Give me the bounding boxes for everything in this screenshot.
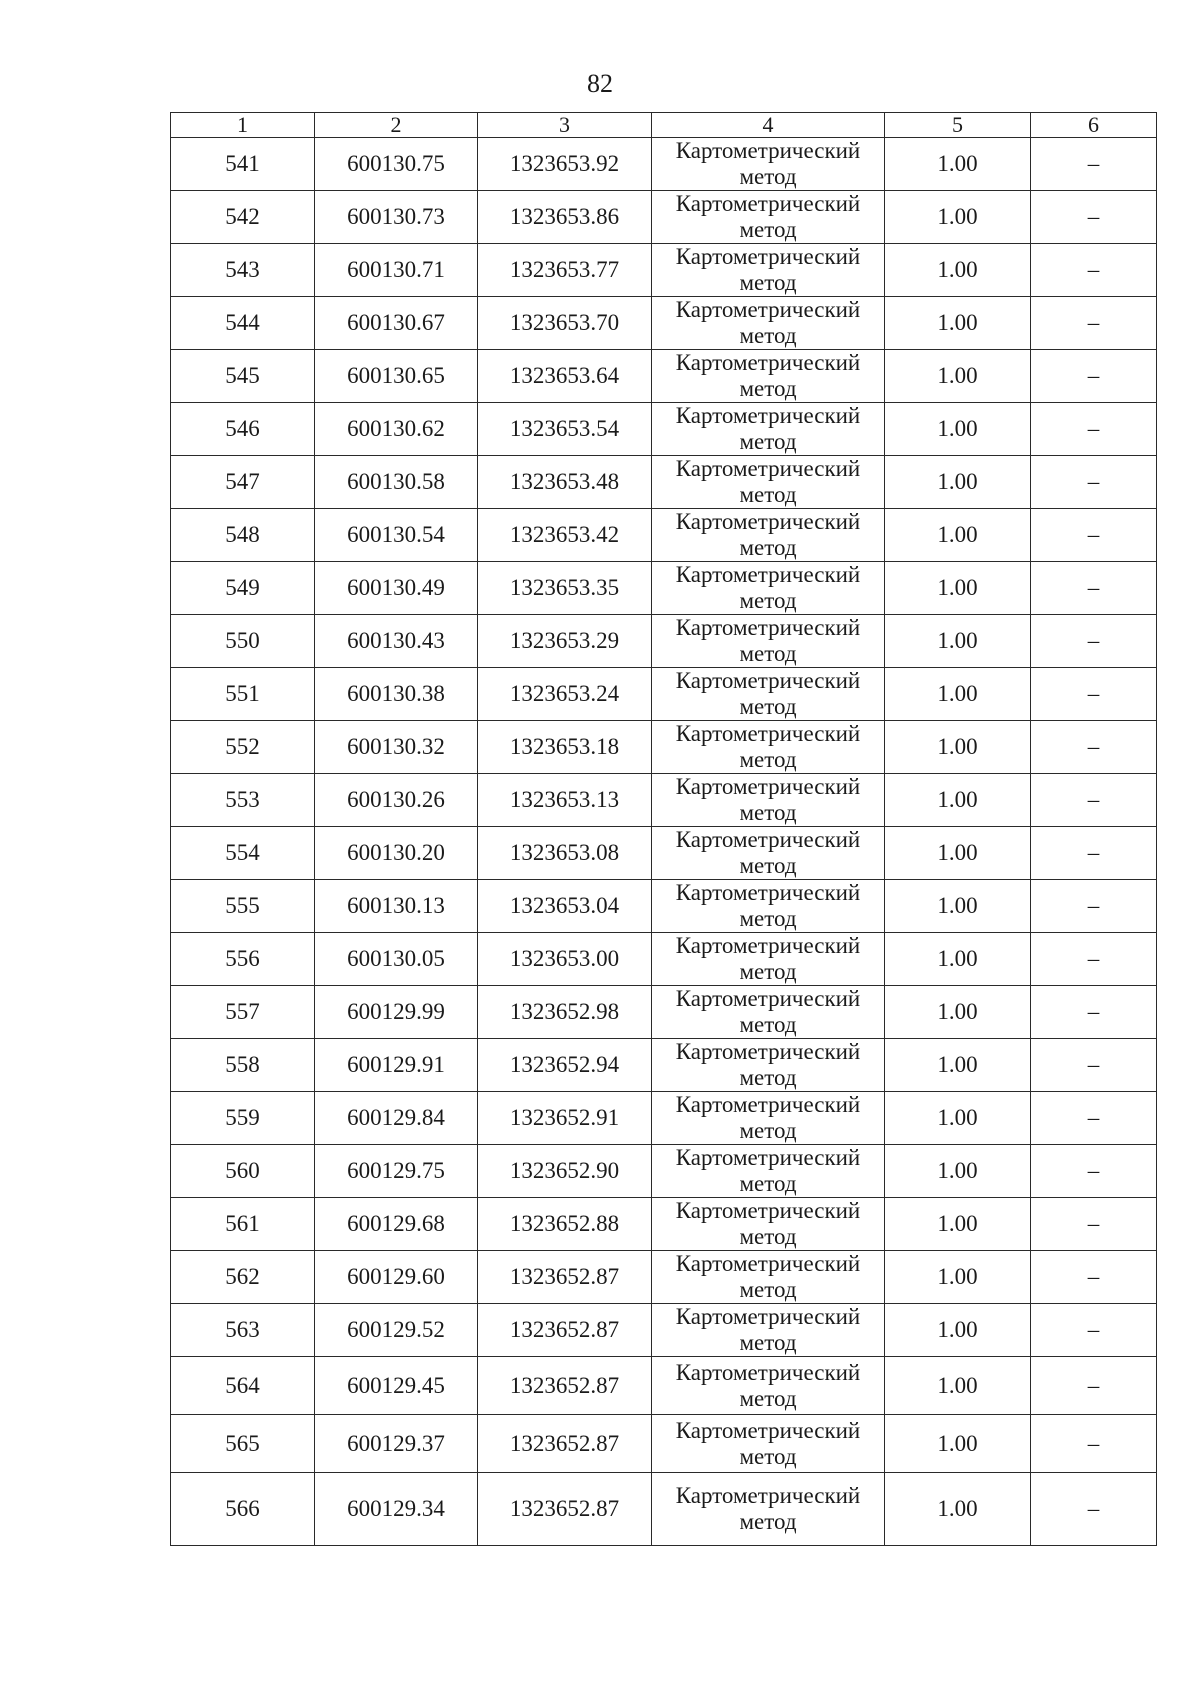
point-number-cell: 564 [171, 1357, 315, 1415]
column-header-5: 5 [885, 113, 1031, 138]
method-cell [652, 933, 885, 986]
point-number-cell: 545 [171, 350, 315, 403]
method-text-line: метод [739, 482, 797, 507]
column-header-1: 1 [171, 113, 315, 138]
x-coordinate-cell: 600129.37 [315, 1415, 478, 1473]
accuracy-cell: 1.00 [885, 244, 1031, 297]
method-text-line: метод [739, 1277, 797, 1302]
accuracy-cell: 1.00 [885, 774, 1031, 827]
column-header-6: 6 [1031, 113, 1157, 138]
x-coordinate-cell: 600129.34 [315, 1473, 478, 1546]
table-row [171, 1039, 1157, 1092]
method-cell [652, 350, 885, 403]
x-coordinate-cell: 600130.05 [315, 933, 478, 986]
table-row [171, 350, 1157, 403]
table-row [171, 986, 1157, 1039]
table-row [171, 668, 1157, 721]
method-text-line: метод [739, 906, 797, 931]
method-text-line: Картометрический [675, 138, 861, 163]
point-number-cell: 546 [171, 403, 315, 456]
method-text-line: Картометрический [675, 615, 861, 640]
accuracy-cell: 1.00 [885, 1039, 1031, 1092]
y-coordinate-cell: 1323653.29 [478, 615, 652, 668]
y-coordinate-cell: 1323653.64 [478, 350, 652, 403]
table-body [171, 138, 1157, 1546]
method-text-line: метод [739, 1224, 797, 1249]
table-row [171, 1304, 1157, 1357]
method-text-line: метод [739, 800, 797, 825]
point-number-cell: 556 [171, 933, 315, 986]
method-cell [652, 668, 885, 721]
x-coordinate-cell: 600130.58 [315, 456, 478, 509]
accuracy-cell: 1.00 [885, 456, 1031, 509]
method-text-line: Картометрический [675, 774, 861, 799]
accuracy-cell: 1.00 [885, 721, 1031, 774]
method-cell [652, 1198, 885, 1251]
y-coordinate-cell: 1323653.70 [478, 297, 652, 350]
y-coordinate-cell: 1323653.48 [478, 456, 652, 509]
method-text-line: Картометрический [675, 1145, 861, 1170]
method-cell [652, 138, 885, 191]
note-cell: – [1031, 562, 1157, 615]
point-number-cell: 552 [171, 721, 315, 774]
method-text-line: метод [739, 1171, 797, 1196]
note-cell: – [1031, 1251, 1157, 1304]
y-coordinate-cell: 1323652.91 [478, 1092, 652, 1145]
note-cell: – [1031, 1357, 1157, 1415]
method-cell [652, 1304, 885, 1357]
method-text-line: Картометрический [675, 1251, 861, 1276]
point-number-cell: 544 [171, 297, 315, 350]
note-cell: – [1031, 615, 1157, 668]
x-coordinate-cell: 600130.73 [315, 191, 478, 244]
x-coordinate-cell: 600129.68 [315, 1198, 478, 1251]
table-row [171, 933, 1157, 986]
point-number-cell: 543 [171, 244, 315, 297]
accuracy-cell: 1.00 [885, 509, 1031, 562]
y-coordinate-cell: 1323653.92 [478, 138, 652, 191]
note-cell: – [1031, 1198, 1157, 1251]
method-text-line: Картометрический [675, 1417, 861, 1443]
note-cell: – [1031, 191, 1157, 244]
table-row [171, 1145, 1157, 1198]
x-coordinate-cell: 600130.54 [315, 509, 478, 562]
accuracy-cell: 1.00 [885, 933, 1031, 986]
table-row [171, 721, 1157, 774]
method-text-line: Картометрический [675, 509, 861, 534]
x-coordinate-cell: 600130.32 [315, 721, 478, 774]
accuracy-cell: 1.00 [885, 615, 1031, 668]
table-row [171, 138, 1157, 191]
note-cell: – [1031, 1473, 1157, 1546]
method-cell [652, 1415, 885, 1473]
method-text-line: метод [739, 376, 797, 401]
method-cell [652, 244, 885, 297]
method-cell [652, 1357, 885, 1415]
accuracy-cell: 1.00 [885, 986, 1031, 1039]
point-number-cell: 561 [171, 1198, 315, 1251]
x-coordinate-cell: 600129.91 [315, 1039, 478, 1092]
method-text-line: Картометрический [675, 986, 861, 1011]
accuracy-cell: 1.00 [885, 1357, 1031, 1415]
method-text-line: метод [739, 1065, 797, 1090]
x-coordinate-cell: 600130.20 [315, 827, 478, 880]
method-text-line: Картометрический [675, 191, 861, 216]
y-coordinate-cell: 1323653.35 [478, 562, 652, 615]
method-text-line: Картометрический [675, 244, 861, 269]
table-row [171, 1415, 1157, 1473]
method-cell [652, 297, 885, 350]
method-cell [652, 1092, 885, 1145]
method-text-line: Картометрический [675, 1304, 861, 1329]
point-number-cell: 547 [171, 456, 315, 509]
method-text-line: метод [739, 1443, 797, 1469]
y-coordinate-cell: 1323652.94 [478, 1039, 652, 1092]
method-cell [652, 721, 885, 774]
note-cell: – [1031, 244, 1157, 297]
y-coordinate-cell: 1323653.04 [478, 880, 652, 933]
point-number-cell: 563 [171, 1304, 315, 1357]
y-coordinate-cell: 1323653.24 [478, 668, 652, 721]
method-text-line: Картометрический [675, 933, 861, 958]
method-cell [652, 986, 885, 1039]
method-text-line: метод [739, 429, 797, 454]
accuracy-cell: 1.00 [885, 1473, 1031, 1546]
method-text-line: метод [739, 853, 797, 878]
note-cell: – [1031, 1092, 1157, 1145]
method-text-line: метод [739, 694, 797, 719]
y-coordinate-cell: 1323652.87 [478, 1415, 652, 1473]
table-row [171, 880, 1157, 933]
method-text-line: Картометрический [675, 1198, 861, 1223]
method-text-line: метод [739, 270, 797, 295]
method-text-line: Картометрический [675, 1092, 861, 1117]
x-coordinate-cell: 600130.13 [315, 880, 478, 933]
table-row [171, 403, 1157, 456]
method-text-line: метод [739, 588, 797, 613]
x-coordinate-cell: 600130.71 [315, 244, 478, 297]
method-cell [652, 1145, 885, 1198]
method-cell [652, 509, 885, 562]
method-text-line: метод [739, 1330, 797, 1355]
method-text-line: метод [739, 1385, 797, 1411]
method-text-line: Картометрический [675, 668, 861, 693]
accuracy-cell: 1.00 [885, 191, 1031, 244]
x-coordinate-cell: 600129.45 [315, 1357, 478, 1415]
y-coordinate-cell: 1323652.87 [478, 1473, 652, 1546]
table-row [171, 509, 1157, 562]
table-row [171, 191, 1157, 244]
table-row [171, 456, 1157, 509]
method-cell [652, 880, 885, 933]
note-cell: – [1031, 774, 1157, 827]
accuracy-cell: 1.00 [885, 1145, 1031, 1198]
point-number-cell: 541 [171, 138, 315, 191]
method-text-line: Картометрический [675, 721, 861, 746]
method-cell [652, 1251, 885, 1304]
column-header-2: 2 [315, 113, 478, 138]
table-row [171, 615, 1157, 668]
accuracy-cell: 1.00 [885, 403, 1031, 456]
method-text-line: метод [739, 217, 797, 242]
page-number: 82 [587, 69, 613, 98]
method-text-line: метод [739, 1012, 797, 1037]
method-cell [652, 403, 885, 456]
point-number-cell: 558 [171, 1039, 315, 1092]
accuracy-cell: 1.00 [885, 297, 1031, 350]
table-row [171, 1357, 1157, 1415]
accuracy-cell: 1.00 [885, 668, 1031, 721]
method-text-line: Картометрический [675, 880, 861, 905]
note-cell: – [1031, 297, 1157, 350]
method-text-line: Картометрический [675, 1359, 861, 1385]
note-cell: – [1031, 880, 1157, 933]
accuracy-cell: 1.00 [885, 562, 1031, 615]
point-number-cell: 555 [171, 880, 315, 933]
note-cell: – [1031, 1415, 1157, 1473]
accuracy-cell: 1.00 [885, 138, 1031, 191]
x-coordinate-cell: 600129.60 [315, 1251, 478, 1304]
point-number-cell: 548 [171, 509, 315, 562]
table-row [171, 774, 1157, 827]
method-text-line: Картометрический [675, 350, 861, 375]
note-cell: – [1031, 1039, 1157, 1092]
note-cell: – [1031, 350, 1157, 403]
column-header-3: 3 [478, 113, 652, 138]
note-cell: – [1031, 1145, 1157, 1198]
method-text-line: Картометрический [675, 1483, 861, 1508]
method-cell [652, 562, 885, 615]
note-cell: – [1031, 721, 1157, 774]
x-coordinate-cell: 600130.65 [315, 350, 478, 403]
method-text-line: Картометрический [675, 403, 861, 428]
method-text-line: метод [739, 164, 797, 189]
x-coordinate-cell: 600130.75 [315, 138, 478, 191]
point-number-cell: 550 [171, 615, 315, 668]
table-header-row [171, 113, 1157, 138]
method-text-line: метод [739, 1509, 797, 1534]
point-number-cell: 551 [171, 668, 315, 721]
y-coordinate-cell: 1323653.77 [478, 244, 652, 297]
method-text-line: Картометрический [675, 297, 861, 322]
point-number-cell: 559 [171, 1092, 315, 1145]
method-text-line: Картометрический [675, 562, 861, 587]
accuracy-cell: 1.00 [885, 350, 1031, 403]
note-cell: – [1031, 986, 1157, 1039]
y-coordinate-cell: 1323652.87 [478, 1251, 652, 1304]
method-text-line: Картометрический [675, 1039, 861, 1064]
method-cell [652, 1039, 885, 1092]
accuracy-cell: 1.00 [885, 1092, 1031, 1145]
coordinates-table [170, 112, 1157, 1546]
method-cell [652, 191, 885, 244]
note-cell: – [1031, 456, 1157, 509]
y-coordinate-cell: 1323653.86 [478, 191, 652, 244]
accuracy-cell: 1.00 [885, 827, 1031, 880]
table-row [171, 562, 1157, 615]
y-coordinate-cell: 1323652.88 [478, 1198, 652, 1251]
note-cell: – [1031, 403, 1157, 456]
method-cell [652, 1473, 885, 1546]
table-row [171, 1092, 1157, 1145]
x-coordinate-cell: 600129.52 [315, 1304, 478, 1357]
table-row [171, 297, 1157, 350]
x-coordinate-cell: 600130.26 [315, 774, 478, 827]
point-number-cell: 565 [171, 1415, 315, 1473]
table-row [171, 1198, 1157, 1251]
table-row [171, 827, 1157, 880]
table-row [171, 1251, 1157, 1304]
x-coordinate-cell: 600130.67 [315, 297, 478, 350]
method-text-line: метод [739, 1118, 797, 1143]
method-cell [652, 827, 885, 880]
accuracy-cell: 1.00 [885, 1304, 1031, 1357]
y-coordinate-cell: 1323653.13 [478, 774, 652, 827]
point-number-cell: 560 [171, 1145, 315, 1198]
note-cell: – [1031, 668, 1157, 721]
table-row [171, 1473, 1157, 1546]
method-cell [652, 774, 885, 827]
note-cell: – [1031, 509, 1157, 562]
method-text-line: метод [739, 959, 797, 984]
accuracy-cell: 1.00 [885, 1198, 1031, 1251]
y-coordinate-cell: 1323652.87 [478, 1304, 652, 1357]
x-coordinate-cell: 600130.38 [315, 668, 478, 721]
x-coordinate-cell: 600130.49 [315, 562, 478, 615]
y-coordinate-cell: 1323653.18 [478, 721, 652, 774]
method-text-line: метод [739, 535, 797, 560]
y-coordinate-cell: 1323652.98 [478, 986, 652, 1039]
point-number-cell: 553 [171, 774, 315, 827]
y-coordinate-cell: 1323653.00 [478, 933, 652, 986]
y-coordinate-cell: 1323652.90 [478, 1145, 652, 1198]
x-coordinate-cell: 600129.75 [315, 1145, 478, 1198]
point-number-cell: 557 [171, 986, 315, 1039]
point-number-cell: 549 [171, 562, 315, 615]
table-row [171, 244, 1157, 297]
method-cell [652, 615, 885, 668]
accuracy-cell: 1.00 [885, 1415, 1031, 1473]
note-cell: – [1031, 933, 1157, 986]
method-text-line: метод [739, 323, 797, 348]
note-cell: – [1031, 827, 1157, 880]
x-coordinate-cell: 600129.84 [315, 1092, 478, 1145]
accuracy-cell: 1.00 [885, 880, 1031, 933]
y-coordinate-cell: 1323653.54 [478, 403, 652, 456]
point-number-cell: 566 [171, 1473, 315, 1546]
point-number-cell: 562 [171, 1251, 315, 1304]
accuracy-cell: 1.00 [885, 1251, 1031, 1304]
y-coordinate-cell: 1323652.87 [478, 1357, 652, 1415]
y-coordinate-cell: 1323653.42 [478, 509, 652, 562]
method-text-line: Картометрический [675, 827, 861, 852]
column-header-4: 4 [652, 113, 885, 138]
method-text-line: метод [739, 641, 797, 666]
y-coordinate-cell: 1323653.08 [478, 827, 652, 880]
method-cell [652, 456, 885, 509]
point-number-cell: 554 [171, 827, 315, 880]
x-coordinate-cell: 600130.62 [315, 403, 478, 456]
note-cell: – [1031, 1304, 1157, 1357]
point-number-cell: 542 [171, 191, 315, 244]
method-text-line: метод [739, 747, 797, 772]
method-text-line: Картометрический [675, 456, 861, 481]
x-coordinate-cell: 600130.43 [315, 615, 478, 668]
x-coordinate-cell: 600129.99 [315, 986, 478, 1039]
note-cell: – [1031, 138, 1157, 191]
